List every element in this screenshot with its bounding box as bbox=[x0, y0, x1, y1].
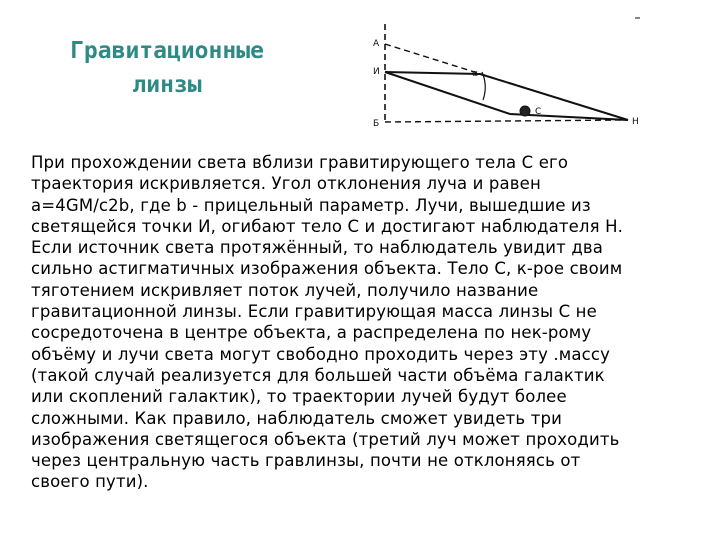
title-line-1: Гравитационные bbox=[70, 38, 264, 64]
body-line: своего пути). bbox=[31, 472, 149, 492]
body-line: (такой случай реализуется для большей части объёма галактик bbox=[31, 365, 605, 385]
body-line: через центральную часть гравлинзы, почти не отклоняясь от bbox=[31, 451, 581, 471]
label-alpha: α bbox=[472, 69, 478, 79]
body-line: гравитационной линзы. Если гравитирующая масса линзы С не bbox=[31, 302, 597, 322]
body-line: объёму и лучи света могут свободно проходить через эту .массу bbox=[31, 344, 610, 364]
body-line: Если источник света протяжённый, то наблюдатель увидит два bbox=[31, 238, 604, 258]
slide-title bbox=[22, 34, 312, 102]
apparent-ray-bottom bbox=[385, 120, 628, 122]
label-a: А bbox=[373, 39, 380, 49]
body-line: сложными. Как правило, наблюдатель сможет увидеть три bbox=[31, 408, 562, 428]
lens-body-c bbox=[520, 106, 530, 116]
body-line: тяготением искривляет поток лучей, получило название bbox=[31, 280, 539, 300]
light-ray-lower bbox=[385, 72, 628, 120]
body-line: изображения светящегося объекта (третий луч может проходить bbox=[31, 429, 620, 449]
label-h: Н bbox=[632, 117, 639, 127]
gravitational-lens-diagram bbox=[370, 14, 670, 138]
body-line: светящейся точки И, огибают тело С и достигают наблюдателя Н. bbox=[31, 216, 624, 236]
body-line: траектория искривляется. Угол отклонения луча и равен bbox=[31, 174, 541, 194]
body-text bbox=[31, 152, 711, 493]
body-line: При прохождении света вблизи гравитирующего тела С его bbox=[31, 153, 569, 172]
body-line: a=4GM/c2b, где b - прицельный параметр. Лучи, вышедшие из bbox=[31, 195, 591, 215]
title-line-2: линзы bbox=[132, 72, 202, 98]
label-b: Б bbox=[373, 119, 380, 129]
label-i: И bbox=[373, 67, 380, 77]
label-c: С bbox=[535, 107, 542, 117]
body-line: сосредоточена в центре объекта, а распределена по нек-рому bbox=[31, 323, 592, 343]
body-line: сильно астигматичных изображения объекта. Тело С, к-рое своим bbox=[31, 259, 623, 279]
body-line: или скоплений галактик), то траектории лучей будут более bbox=[31, 387, 567, 407]
